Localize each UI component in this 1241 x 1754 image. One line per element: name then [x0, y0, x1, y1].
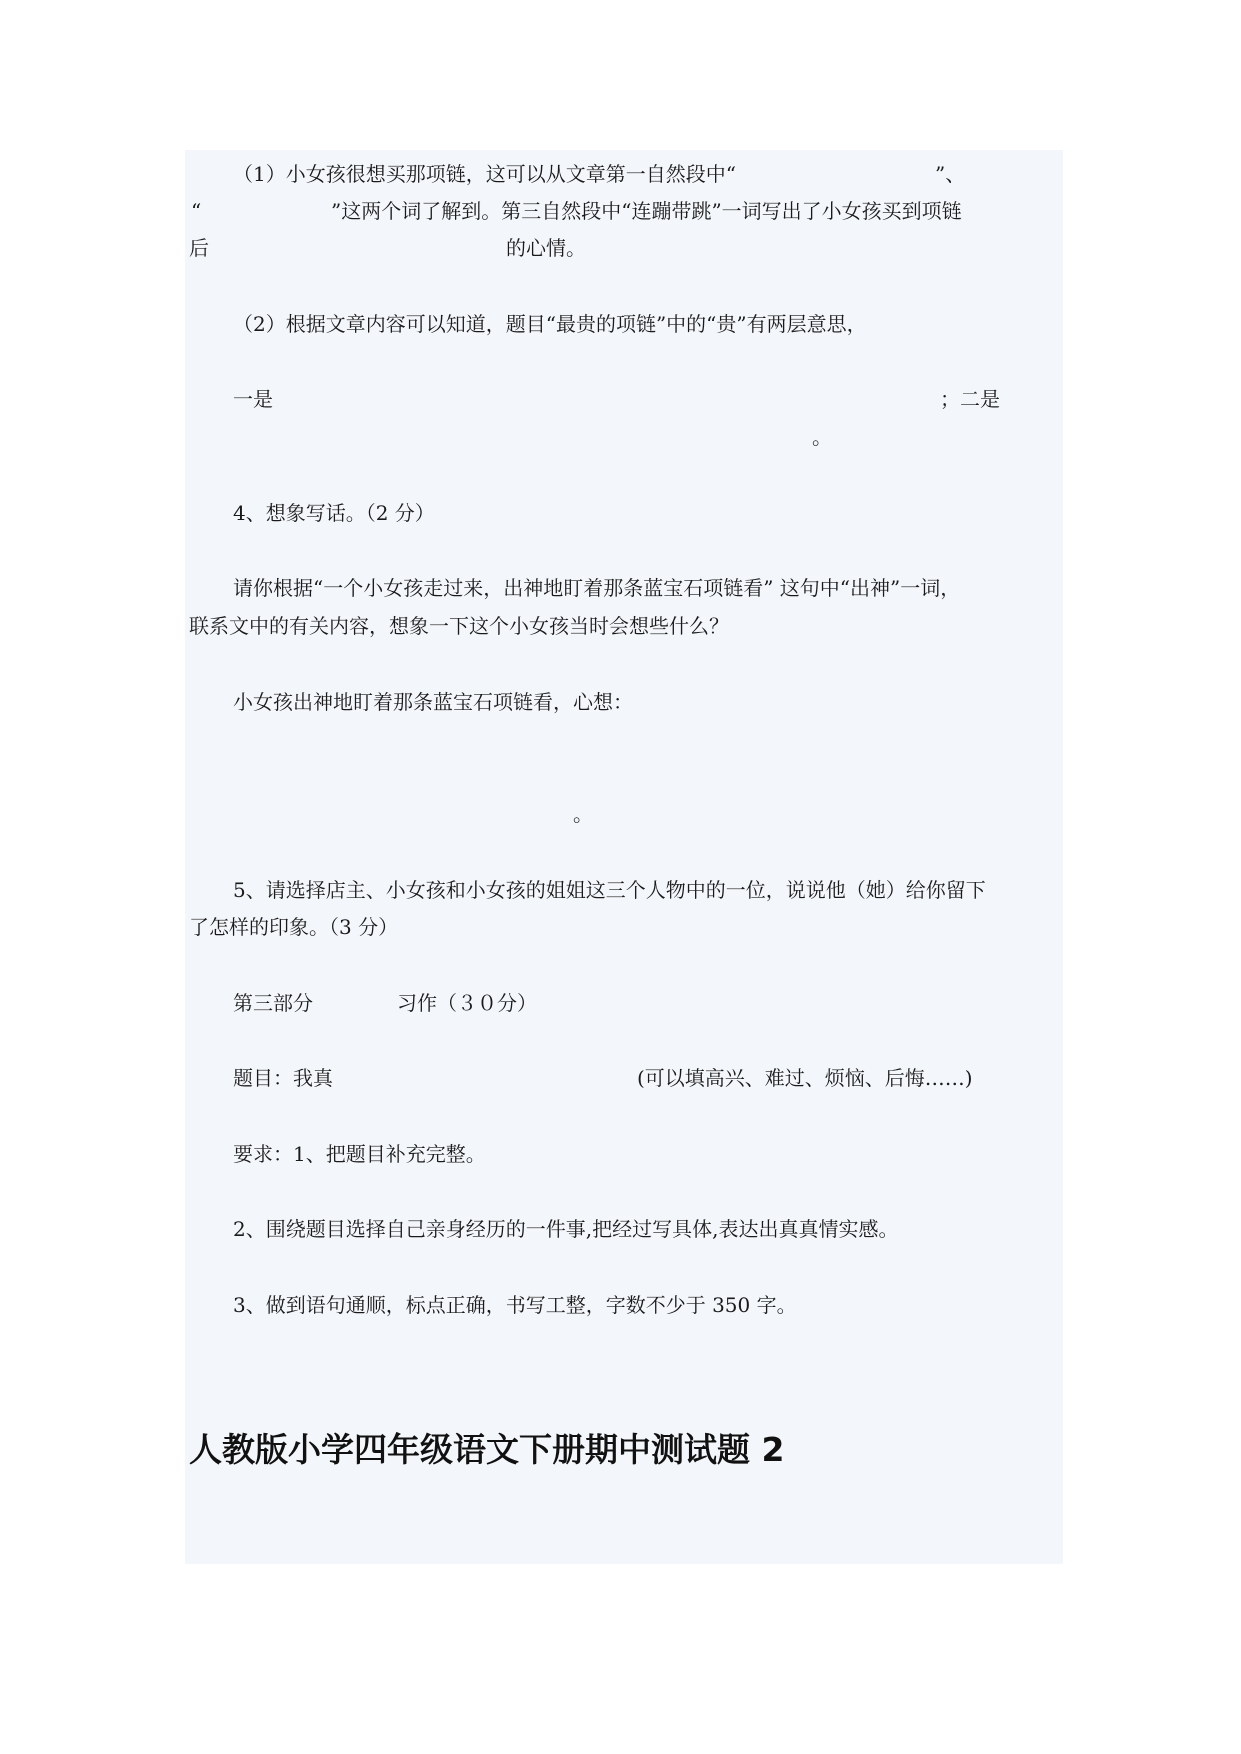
- q3-2-line3: 。: [812, 425, 832, 449]
- q3-2-line2b: ；二是: [940, 387, 1000, 411]
- q4-answer-start: 小女孩出神地盯着那条蓝宝石项链看，心想：: [233, 690, 633, 714]
- part3-label: 第三部分: [233, 991, 313, 1015]
- requirement-3: 3、做到语句通顺，标点正确，书写工整，字数不少于 350 字。: [233, 1293, 797, 1317]
- q3-1-line3a: 后: [189, 236, 209, 260]
- q3-1-line3b: 的心情。: [506, 236, 586, 260]
- q4-prompt-line2: 联系文中的有关内容，想象一下这个小女孩当时会想些什么？: [189, 614, 729, 638]
- next-test-heading: 人教版小学四年级语文下册期中测试题 2: [189, 1430, 785, 1469]
- q3-2-line2a: 一是: [233, 387, 273, 411]
- q3-1-line1a: （1）小女孩很想买那项链，这可以从文章第一自然段中“: [233, 162, 736, 186]
- part3-title: 习作（３０分）: [397, 991, 537, 1015]
- requirement-2: 2、围绕题目选择自己亲身经历的一件事,把经过写具体,表达出真真情实感。: [233, 1217, 899, 1241]
- q5-line1: 5、请选择店主、小女孩和小女孩的姐姐这三个人物中的一位，说说他（她）给你留下: [233, 878, 986, 902]
- topic-hint: (可以填高兴、难过、烦恼、后悔……): [637, 1066, 973, 1090]
- q3-2-line1: （2）根据文章内容可以知道，题目“最贵的项链”中的“贵”有两层意思，: [233, 312, 867, 336]
- q4-prompt-line1: 请你根据“一个小女孩走过来，出神地盯着那条蓝宝石项链看” 这句中“出神”一词，: [233, 576, 961, 600]
- q4-answer-end: 。: [573, 802, 593, 826]
- q3-1-line1b: ”、: [935, 162, 966, 186]
- topic-label: 题目：我真: [233, 1066, 333, 1090]
- document-panel: [185, 150, 1063, 1564]
- q5-line2: 了怎样的印象。（3 分）: [189, 915, 399, 939]
- q3-1-line2b: ”这两个词了解到。第三自然段中“连蹦带跳”一词写出了小女孩买到项链: [331, 199, 962, 223]
- requirement-1: 要求：1、把题目补充完整。: [233, 1142, 486, 1166]
- q3-1-line2a: “: [191, 199, 202, 223]
- q4-title: 4、想象写话。（2 分）: [233, 501, 435, 525]
